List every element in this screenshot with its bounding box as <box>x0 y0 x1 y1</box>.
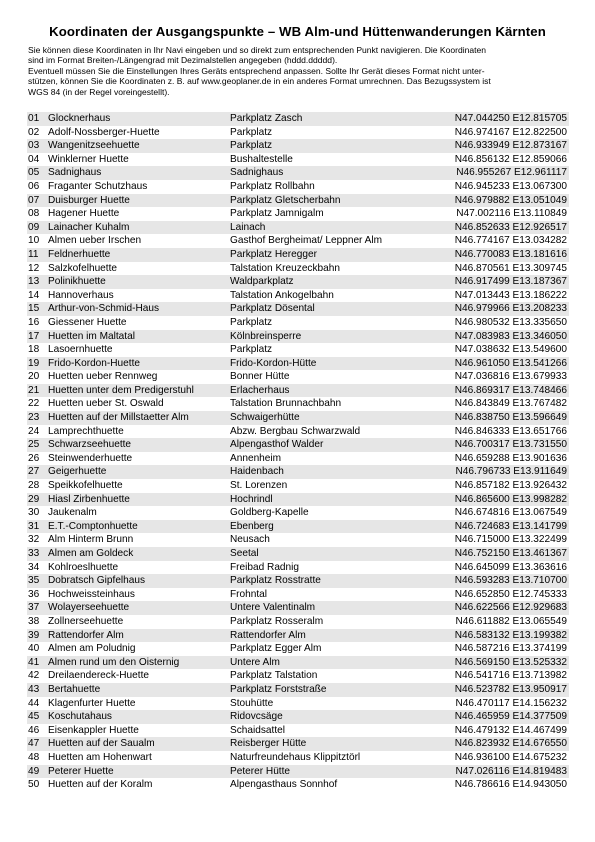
hut-name: E.T.-Comptonhuette <box>48 520 138 532</box>
starting-point: Bonner Hütte <box>230 371 290 383</box>
row-number: 09 <box>28 221 40 233</box>
coordinates: N46.479132 E14.467499 <box>454 724 567 736</box>
intro-paragraph <box>28 45 573 97</box>
row-number: 11 <box>28 248 39 260</box>
table-row <box>27 275 569 289</box>
row-number: 44 <box>28 697 40 709</box>
table-row <box>27 561 569 575</box>
starting-point: Parkplatz Zasch <box>230 113 303 124</box>
hut-name: Zollnerseehuette <box>48 615 124 627</box>
row-number: 22 <box>28 398 40 410</box>
starting-point: Rattendorfer Alm <box>230 629 306 641</box>
table-row <box>27 234 569 248</box>
coordinates: N46.846333 E13.651766 <box>454 425 567 437</box>
row-number: 17 <box>28 330 40 342</box>
hut-name: Geigerhuette <box>48 466 107 478</box>
hut-name: Almen am Goldeck <box>48 548 134 559</box>
hut-name: Glocknerhaus <box>48 113 111 124</box>
row-number: 38 <box>28 615 40 627</box>
hut-name: Frido-Kordon-Huette <box>48 357 141 369</box>
table-row <box>27 139 569 153</box>
row-number: 32 <box>28 534 40 546</box>
hut-name: Huetten auf der Saualm <box>48 738 155 750</box>
coordinates: N46.961050 E13.541266 <box>454 357 567 369</box>
starting-point: Schwaigerhütte <box>230 412 300 424</box>
table-row <box>27 166 569 180</box>
hut-name: Lainacher Kuhalm <box>48 221 130 233</box>
starting-point: Talstation Brunnachbahn <box>230 398 342 410</box>
table-row <box>27 397 569 411</box>
starting-point: Abzw. Bergbau Schwarzwald <box>230 425 361 437</box>
table-row <box>27 751 569 765</box>
coordinates: N46.645099 E13.363616 <box>454 561 567 573</box>
row-number: 01 <box>28 113 40 124</box>
starting-point: Parkplatz <box>230 316 273 328</box>
starting-point: Alpengasthof Walder <box>230 439 324 451</box>
hut-name: Almen rund um den Oisternig <box>48 656 180 668</box>
hut-name: Hiasl Zirbenhuette <box>48 493 130 505</box>
row-number: 13 <box>28 276 40 288</box>
table-row <box>27 710 569 724</box>
table-row <box>27 289 569 303</box>
table-row <box>27 153 569 167</box>
hut-name: Kohlroeslhuette <box>48 561 119 573</box>
coordinates: N46.774167 E13.034282 <box>454 235 567 247</box>
hut-name: Speikkofelhuette <box>48 480 123 492</box>
intro-line: Eventuell müssen Sie die Einstellungen Ihres Geräts entsprechend anpassen. Sollte Ihr Gerät dieses Format nicht unter- <box>28 65 485 76</box>
starting-point: Naturfreundehaus Klippitztörl <box>230 751 361 763</box>
row-number: 21 <box>28 384 40 396</box>
hut-name: Winklerner Huette <box>48 153 129 165</box>
row-number: 25 <box>28 439 40 451</box>
row-number: 47 <box>28 738 40 750</box>
hut-name: Huetten auf der Koralm <box>48 779 153 791</box>
coordinates: N46.569150 E13.525332 <box>454 656 567 668</box>
row-number: 04 <box>28 153 40 165</box>
table-row <box>27 126 569 140</box>
coordinates: N46.796733 E13.911649 <box>455 466 567 478</box>
hut-name: Huetten am Hohenwart <box>48 751 152 763</box>
coordinates: N46.587216 E13.374199 <box>454 643 567 655</box>
starting-point: Seetal <box>230 548 259 559</box>
table-row <box>27 520 569 534</box>
table-row <box>27 479 569 493</box>
row-number: 05 <box>28 167 40 179</box>
intro-line: stützen, können Sie die Koordinaten z. B. auf www.geoplaner.de in ein anderes Format umrechnen. Das Bezugssystem ist <box>28 76 491 87</box>
coordinates: N47.013443 E13.186222 <box>454 289 567 301</box>
row-number: 39 <box>28 629 40 641</box>
coordinates: N46.869317 E13.748466 <box>454 384 567 396</box>
starting-point: Freibad Radnig <box>230 561 300 573</box>
hut-name: Almen am Poludnig <box>48 643 136 655</box>
hut-name: Adolf-Nossberger-Huette <box>48 126 160 138</box>
coordinates: N46.465959 E14.377509 <box>454 711 567 723</box>
hut-name: Huetten ueber St. Oswald <box>48 398 164 410</box>
table-row <box>27 601 569 615</box>
coordinates: N46.838750 E13.596649 <box>454 412 567 424</box>
hut-name: Steinwenderhuette <box>48 452 133 464</box>
hut-name: Bertahuette <box>48 683 101 695</box>
hut-name: Huetten ueber Rennweg <box>48 371 158 383</box>
table-row <box>27 506 569 520</box>
table-row <box>27 425 569 439</box>
table-row <box>27 411 569 425</box>
coordinates: N46.700317 E13.731550 <box>454 439 567 451</box>
coordinates: N46.622566 E12.929683 <box>454 602 567 614</box>
row-number: 35 <box>28 575 40 587</box>
table-row <box>27 642 569 656</box>
table-row <box>27 207 569 221</box>
row-number: 33 <box>28 548 40 559</box>
coordinates: N46.470117 E14.156232 <box>455 697 567 709</box>
starting-point: Parkplatz Heregger <box>230 248 317 260</box>
coordinates: N46.917499 E13.187367 <box>454 276 567 288</box>
starting-point: Frido-Kordon-Hütte <box>230 357 317 369</box>
table-row <box>27 370 569 384</box>
hut-name: Alm Hinterm Brunn <box>48 534 134 546</box>
table-row <box>27 656 569 670</box>
starting-point: Neusach <box>230 534 270 546</box>
row-number: 23 <box>28 412 40 424</box>
hut-name: Feldnerhuette <box>48 248 111 260</box>
starting-point: Parkplatz Rosseralm <box>230 615 324 627</box>
starting-point: Haidenbach <box>230 466 284 478</box>
row-number: 24 <box>28 425 40 437</box>
hut-name: Eisenkappler Huette <box>48 724 139 736</box>
starting-point: Untere Valentinalm <box>230 602 316 614</box>
coordinates: N46.870561 E13.309745 <box>454 262 567 274</box>
table-row <box>27 316 569 330</box>
coordinates: N46.936100 E14.675232 <box>454 751 567 763</box>
table-row <box>27 438 569 452</box>
coordinates: N46.583132 E13.199382 <box>454 629 567 641</box>
coordinates: N46.715000 E13.322499 <box>454 534 567 546</box>
hut-name: Arthur-von-Schmid-Haus <box>48 303 160 315</box>
coordinates: N46.945233 E13.067300 <box>454 180 567 192</box>
table-row <box>27 452 569 466</box>
table-row <box>27 533 569 547</box>
hut-name: Dobratsch Gipfelhaus <box>48 575 146 587</box>
row-number: 27 <box>28 466 40 478</box>
coordinates: N46.541716 E13.713982 <box>454 670 567 682</box>
hut-name: Hannoverhaus <box>48 289 114 301</box>
starting-point: Hochrindl <box>230 493 273 505</box>
coordinates: N46.724683 E13.141799 <box>454 520 567 532</box>
row-number: 08 <box>28 208 40 220</box>
row-number: 03 <box>28 140 40 152</box>
hut-name: Duisburger Huette <box>48 194 130 206</box>
starting-point: Ebenberg <box>230 520 274 532</box>
starting-point: Lainach <box>230 221 266 233</box>
starting-point: Parkplatz Talstation <box>230 670 318 682</box>
coordinates-table <box>27 112 569 792</box>
hut-name: Koschutahaus <box>48 711 112 723</box>
row-number: 06 <box>28 180 40 192</box>
hut-name: Wangenitzseehuette <box>48 140 140 152</box>
starting-point: Erlacherhaus <box>230 384 290 396</box>
row-number: 14 <box>28 289 40 301</box>
table-row <box>27 778 569 792</box>
coordinates: N46.843849 E13.767482 <box>454 398 567 410</box>
table-row <box>27 194 569 208</box>
hut-name: Huetten auf der Millstaetter Alm <box>48 412 189 424</box>
row-number: 26 <box>28 452 40 464</box>
hut-name: Rattendorfer Alm <box>48 629 124 641</box>
table-row <box>27 180 569 194</box>
row-number: 15 <box>28 303 40 315</box>
starting-point: Schaidsattel <box>230 724 285 736</box>
row-number: 42 <box>28 670 40 682</box>
table-row <box>27 262 569 276</box>
hut-name: Polinikhuette <box>48 276 106 288</box>
coordinates: N46.652850 E12.745333 <box>454 588 567 600</box>
table-row <box>27 697 569 711</box>
coordinates: N46.979966 E13.208233 <box>454 303 567 315</box>
coordinates: N46.752150 E13.461367 <box>454 548 567 559</box>
table-row <box>27 221 569 235</box>
starting-point: Goldberg-Kapelle <box>230 507 309 519</box>
coordinates: N47.038632 E13.549600 <box>454 344 567 356</box>
hut-name: Salzkofelhuette <box>48 262 118 274</box>
coordinates: N46.786616 E14.943050 <box>454 779 567 791</box>
coordinates: N46.856132 E12.859066 <box>454 153 567 165</box>
row-number: 40 <box>28 643 40 655</box>
coordinates: N46.523782 E13.950917 <box>454 683 567 695</box>
row-number: 07 <box>28 194 40 206</box>
starting-point: Parkplatz Jamnigalm <box>230 208 324 220</box>
starting-point: Parkplatz Dösental <box>230 303 315 315</box>
row-number: 10 <box>28 235 40 247</box>
row-number: 43 <box>28 683 40 695</box>
coordinates: N46.955267 E12.961117 <box>456 167 567 179</box>
starting-point: Parkplatz <box>230 126 273 138</box>
starting-point: Annenheim <box>230 452 282 464</box>
coordinates: N47.036816 E13.679933 <box>454 371 567 383</box>
row-number: 28 <box>28 480 40 492</box>
row-number: 49 <box>28 765 40 777</box>
starting-point: Parkplatz Gletscherbahn <box>230 194 341 206</box>
starting-point: Peterer Hütte <box>230 765 291 777</box>
table-row <box>27 493 569 507</box>
hut-name: Hagener Huette <box>48 208 120 220</box>
hut-name: Lamprechthuette <box>48 425 124 437</box>
row-number: 50 <box>28 779 40 791</box>
coordinates: N46.980532 E13.335650 <box>454 316 567 328</box>
starting-point: Bushaltestelle <box>230 153 293 165</box>
hut-name: Schwarzseehuette <box>48 439 132 451</box>
row-number: 30 <box>28 507 40 519</box>
coordinates: N47.026116 E14.819483 <box>455 765 567 777</box>
row-number: 36 <box>28 588 40 600</box>
table-row <box>27 724 569 738</box>
starting-point: Alpengasthaus Sonnhof <box>230 779 338 791</box>
hut-name: Lasoernhuette <box>48 344 113 356</box>
starting-point: Parkplatz Egger Alm <box>230 643 322 655</box>
row-number: 18 <box>28 344 40 356</box>
coordinates: N46.611882 E13.065549 <box>455 615 567 627</box>
hut-name: Klagenfurter Huette <box>48 697 136 709</box>
document-title: Koordinaten der Ausgangspunkte – WB Alm-und Hüttenwanderungen Kärnten <box>49 24 546 39</box>
row-number: 12 <box>28 262 40 274</box>
coordinates: N46.659288 E13.901636 <box>454 452 567 464</box>
hut-name: Sadnighaus <box>48 167 102 179</box>
starting-point: Untere Alm <box>230 656 280 668</box>
starting-point: Parkplatz <box>230 140 273 152</box>
table-row <box>27 357 569 371</box>
starting-point: Stouhütte <box>230 697 274 709</box>
coordinates: N46.933949 E12.873167 <box>454 140 567 152</box>
row-number: 02 <box>28 126 40 138</box>
coordinates: N46.979882 E13.051049 <box>454 194 567 206</box>
row-number: 48 <box>28 751 40 763</box>
table-row <box>27 574 569 588</box>
starting-point: Parkplatz Rosstratte <box>230 575 321 587</box>
hut-name: Wolayerseehuette <box>48 602 130 614</box>
starting-point: Kölnbreinsperre <box>230 330 302 342</box>
hut-name: Huetten unter dem Predigerstuhl <box>48 384 194 396</box>
starting-point: Sadnighaus <box>230 167 284 179</box>
starting-point: St. Lorenzen <box>230 480 288 492</box>
table-row <box>27 547 569 561</box>
table-row <box>27 629 569 643</box>
table-row <box>27 248 569 262</box>
starting-point: Talstation Ankogelbahn <box>230 289 334 301</box>
table-row <box>27 112 569 126</box>
hut-name: Fraganter Schutzhaus <box>48 180 148 192</box>
intro-line: WGS 84 (in der Regel voreingestellt). <box>28 86 170 97</box>
hut-name: Jaukenalm <box>48 507 97 519</box>
intro-line: Sie können diese Koordinaten in Ihr Navi eingeben und so direkt zum entsprechenden Punkt navigieren. Die Koordinaten <box>28 45 487 55</box>
hut-name: Dreilaendereck-Huette <box>48 670 149 682</box>
table-row <box>27 737 569 751</box>
starting-point: Reisberger Hütte <box>230 738 307 750</box>
row-number: 20 <box>28 371 40 383</box>
coordinates: N46.974167 E12.822500 <box>454 126 567 138</box>
table-row <box>27 588 569 602</box>
starting-point: Ridovcsäge <box>230 711 283 723</box>
table-row <box>27 615 569 629</box>
coordinates: N46.593283 E13.710700 <box>454 575 567 587</box>
intro-line: sind im Format Breiten-/Längengrad mit Dezimalstellen angegeben (hddd.ddddd). <box>28 55 338 66</box>
row-number: 37 <box>28 602 40 614</box>
table-row <box>27 384 569 398</box>
coordinates: N46.852633 E12.926517 <box>454 221 567 233</box>
starting-point: Parkplatz Rollbahn <box>230 180 315 192</box>
table-row <box>27 343 569 357</box>
starting-point: Parkplatz <box>230 344 273 356</box>
table-row <box>27 669 569 683</box>
coordinates: N47.002116 E13.110849 <box>456 208 567 220</box>
starting-point: Frohntal <box>230 588 268 600</box>
coordinates: N46.857182 E13.926432 <box>454 480 567 492</box>
row-number: 29 <box>28 493 40 505</box>
row-number: 19 <box>28 357 40 369</box>
hut-name: Hochweissteinhaus <box>48 588 135 600</box>
hut-name: Peterer Huette <box>48 765 114 777</box>
table-row <box>27 465 569 479</box>
hut-name: Huetten im Maltatal <box>48 330 135 342</box>
starting-point: Waldparkplatz <box>230 276 294 288</box>
row-number: 45 <box>28 711 40 723</box>
hut-name: Giessener Huette <box>48 316 127 328</box>
coordinates: N46.823932 E14.676550 <box>454 738 567 750</box>
starting-point: Parkplatz Forststraße <box>230 683 327 695</box>
row-number: 16 <box>28 316 40 328</box>
coordinates: N47.044250 E12.815705 <box>454 113 567 124</box>
starting-point: Gasthof Bergheimat/ Leppner Alm <box>230 235 383 247</box>
row-number: 31 <box>28 520 40 532</box>
coordinates: N46.674816 E13.067549 <box>454 507 567 519</box>
coordinates: N47.083983 E13.346050 <box>454 330 567 342</box>
coordinates: N46.865600 E13.998282 <box>454 493 567 505</box>
row-number: 46 <box>28 724 40 736</box>
coordinates: N46.770083 E13.181616 <box>454 248 567 260</box>
row-number: 34 <box>28 561 40 573</box>
hut-name: Almen ueber Irschen <box>48 235 142 247</box>
table-row <box>27 683 569 697</box>
table-row <box>27 302 569 316</box>
row-number: 41 <box>28 656 40 668</box>
starting-point: Talstation Kreuzeckbahn <box>230 262 340 274</box>
table-row <box>27 330 569 344</box>
table-row <box>27 765 569 779</box>
